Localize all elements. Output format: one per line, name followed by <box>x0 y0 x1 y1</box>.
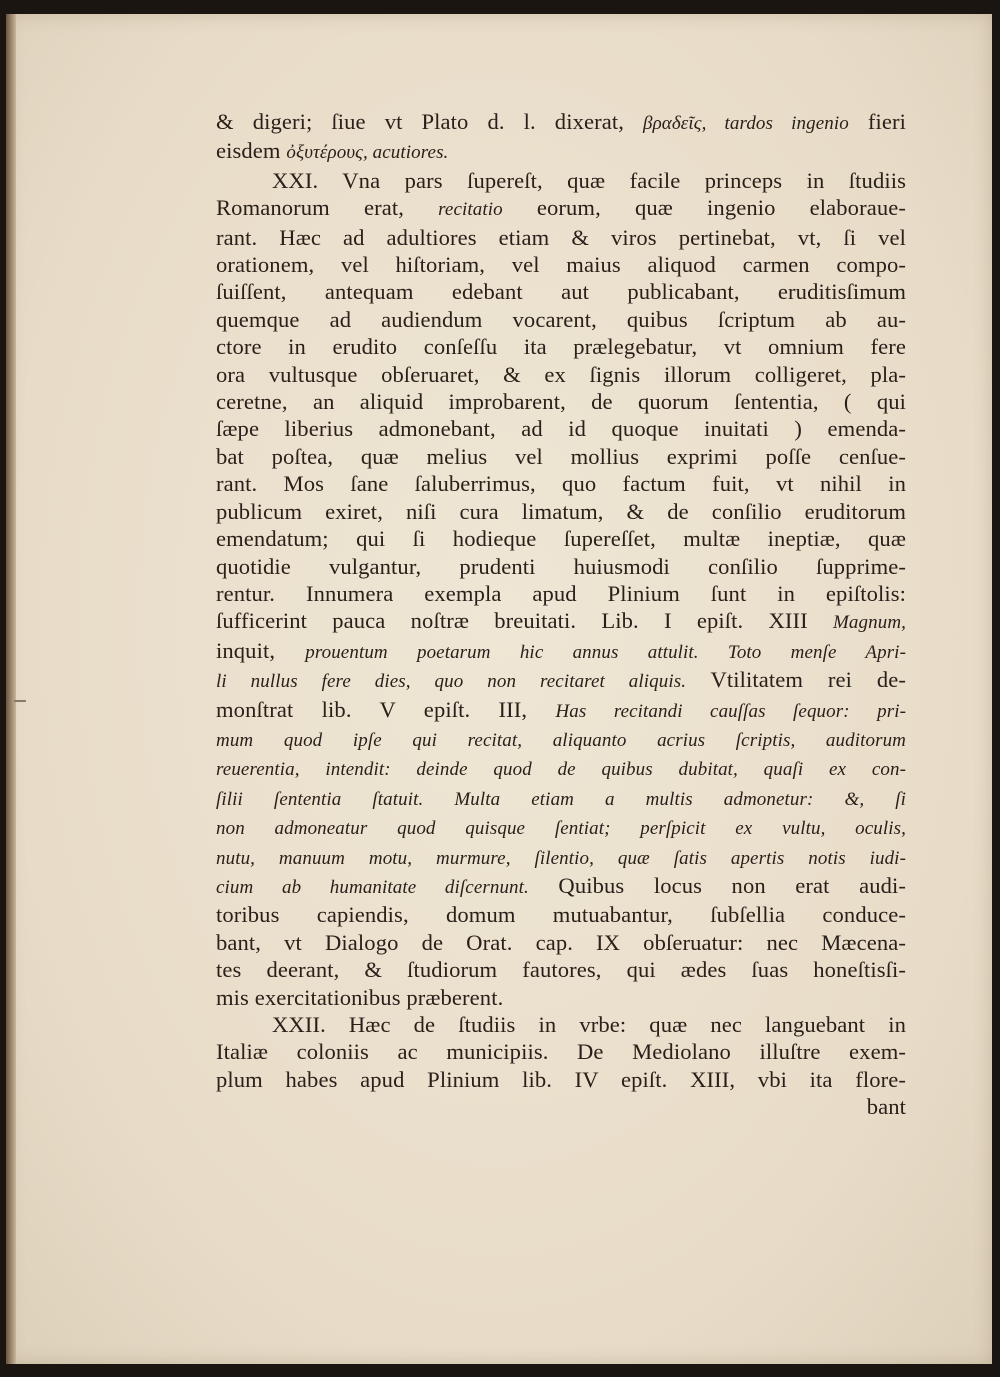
margin-mark <box>14 700 26 702</box>
text-line-l24 <box>216 754 906 783</box>
italic-run: li nullus fere dies, quo non recitaret aliquis. <box>216 671 687 693</box>
text-line-l36 <box>216 1093 906 1120</box>
text-run: rant. Mos ſane ſaluberrimus, quo factum fuit, vt nihil in <box>216 471 906 497</box>
text-line-l10 <box>216 361 906 388</box>
text-run: plum habes apud Plinium lib. IV epiſt. XIII, vbi ita flore- <box>216 1066 906 1092</box>
text-line-l23 <box>216 725 906 754</box>
text-line-l28 <box>216 872 906 901</box>
text-line-l15 <box>216 498 906 525</box>
text-line-l9 <box>216 333 906 360</box>
italic-run: reuerentia, intendit: deinde quod de quibus dubitat, quaſi ex con- <box>216 759 906 781</box>
text-line-l12 <box>216 415 906 442</box>
text-line-l8 <box>216 306 906 333</box>
text-run: rant. Hæc ad adultiores etiam & viros pertinebat, vt, ſi vel <box>216 224 906 250</box>
text-run: Quibus locus non erat audi- <box>528 872 906 898</box>
text-run: quotidie vulgantur, prudenti huiusmodi conſilio ſupprime- <box>216 553 906 579</box>
text-run: Vtilitatem rei de- <box>686 667 906 693</box>
text-run: inquit, <box>216 637 306 663</box>
text-run: emendatum; qui ſi hodieque ſupereſſet, multæ ineptiæ, quæ <box>216 526 906 552</box>
text-line-l21 <box>216 666 906 695</box>
italic-run: recitatio <box>438 199 503 221</box>
text-line-l16 <box>216 525 906 552</box>
text-run: XXI. Vna pars ſupereſt, quæ facile princeps in ſtudiis <box>272 167 906 193</box>
italic-run: prouentum poetarum hic annus attulit. Toto menſe Apri- <box>305 641 906 663</box>
italic-run: non admoneatur quod quisque ſentiat; perſpicit ex vultu, oculis, <box>216 818 906 840</box>
text-run: quemque ad audiendum vocarent, quibus ſcriptum ab au- <box>216 306 906 332</box>
text-line-l25 <box>216 784 906 813</box>
text-run: tes deerant, & ſtudiorum fautores, qui ædes ſuas honeſtisſi- <box>216 957 906 983</box>
page-spine-shadow <box>6 14 16 1364</box>
page-text-block <box>216 108 906 1121</box>
text-run: fieri <box>848 109 906 134</box>
text-run: monſtrat lib. V epiſt. III, <box>216 696 556 722</box>
italic-run: Has recitandi cauſſas ſequor: pri- <box>555 700 906 722</box>
text-run: bat poſtea, quæ melius vel mollius exprimi poſſe cenſue- <box>216 443 906 469</box>
text-line-l1 <box>216 108 906 137</box>
text-line-l33 <box>216 1011 906 1038</box>
text-run: toribus capiendis, domum mutuabantur, ſubſellia conduce- <box>216 902 906 928</box>
text-run: Italiæ coloniis ac municipiis. De Mediolano illuſtre exem- <box>216 1039 906 1065</box>
italic-run: Magnum, <box>833 612 906 634</box>
text-line-l2 <box>216 137 906 166</box>
text-line-l17 <box>216 553 906 580</box>
text-line-l13 <box>216 443 906 470</box>
text-line-l7 <box>216 278 906 305</box>
text-run: bant <box>866 1094 906 1120</box>
text-line-l26 <box>216 813 906 842</box>
text-run: mis exercitationibus præberent. <box>216 984 504 1010</box>
text-line-l34 <box>216 1038 906 1065</box>
text-line-l5 <box>216 224 906 251</box>
italic-run: nutu, manuum motu, murmure, ſilentio, quæ ſatis apertis notis iudi- <box>216 847 906 869</box>
text-line-l30 <box>216 929 906 956</box>
text-line-l27 <box>216 843 906 872</box>
text-line-l3 <box>216 167 906 194</box>
text-run: Romanorum erat, <box>216 195 439 221</box>
text-line-l19 <box>216 607 906 636</box>
text-run: orationem, vel hiſtoriam, vel maius aliquod carmen compo- <box>216 252 906 278</box>
text-line-l29 <box>216 901 906 928</box>
text-run: ſuiſſent, antequam edebant aut publicabant, eruditisſimum <box>216 279 906 305</box>
text-line-l32 <box>216 984 906 1011</box>
text-line-l31 <box>216 956 906 983</box>
book-page <box>6 14 992 1364</box>
text-line-l22 <box>216 696 906 725</box>
italic-run: ὀξυτέρους, acutiores. <box>286 142 449 164</box>
text-run: ſæpe liberius admonebant, ad id quoque inuitati ) emenda- <box>216 416 906 442</box>
text-line-l6 <box>216 251 906 278</box>
text-line-l14 <box>216 470 906 497</box>
text-run: eorum, quæ ingenio elaboraue- <box>502 195 906 221</box>
text-line-l11 <box>216 388 906 415</box>
text-run: XXII. Hæc de ſtudiis in vrbe: quæ nec languebant in <box>272 1012 906 1037</box>
italic-run: ſilii ſententia ſtatuit. Multa etiam a multis admonetur: &, ſi <box>216 788 906 810</box>
italic-run: mum quod ipſe qui recitat, aliquanto acrius ſcriptis, auditorum <box>216 729 906 751</box>
text-run: ctore in erudito conſeſſu ita prælegebatur, vt omnium fere <box>216 334 906 360</box>
italic-run: cium ab humanitate diſcernunt. <box>216 876 529 898</box>
text-run: ceretne, an aliquid improbarent, de quorum ſententia, ( qui <box>216 389 906 415</box>
italic-run: βραδεῖς, tardos ingenio <box>643 113 849 134</box>
text-run: eisdem <box>216 138 287 164</box>
text-run: rentur. Innumera exempla apud Plinium ſunt in epiſtolis: <box>216 580 906 606</box>
text-line-l35 <box>216 1066 906 1093</box>
text-run: bant, vt Dialogo de Orat. cap. IX obſeruatur: nec Mæcena- <box>216 929 906 955</box>
text-run: ſufficerint pauca noſtræ breuitati. Lib. I epiſt. XIII <box>216 608 833 634</box>
text-line-l18 <box>216 580 906 607</box>
text-line-l4 <box>216 194 906 223</box>
text-run: ora vultusque obſeruaret, & ex ſignis illorum colligeret, pla- <box>216 361 906 387</box>
text-run: publicum exiret, niſi cura limatum, & de conſilio eruditorum <box>216 498 906 524</box>
text-run: & digeri; ſiue vt Plato d. l. dixerat, <box>216 109 644 134</box>
text-line-l20 <box>216 637 906 666</box>
